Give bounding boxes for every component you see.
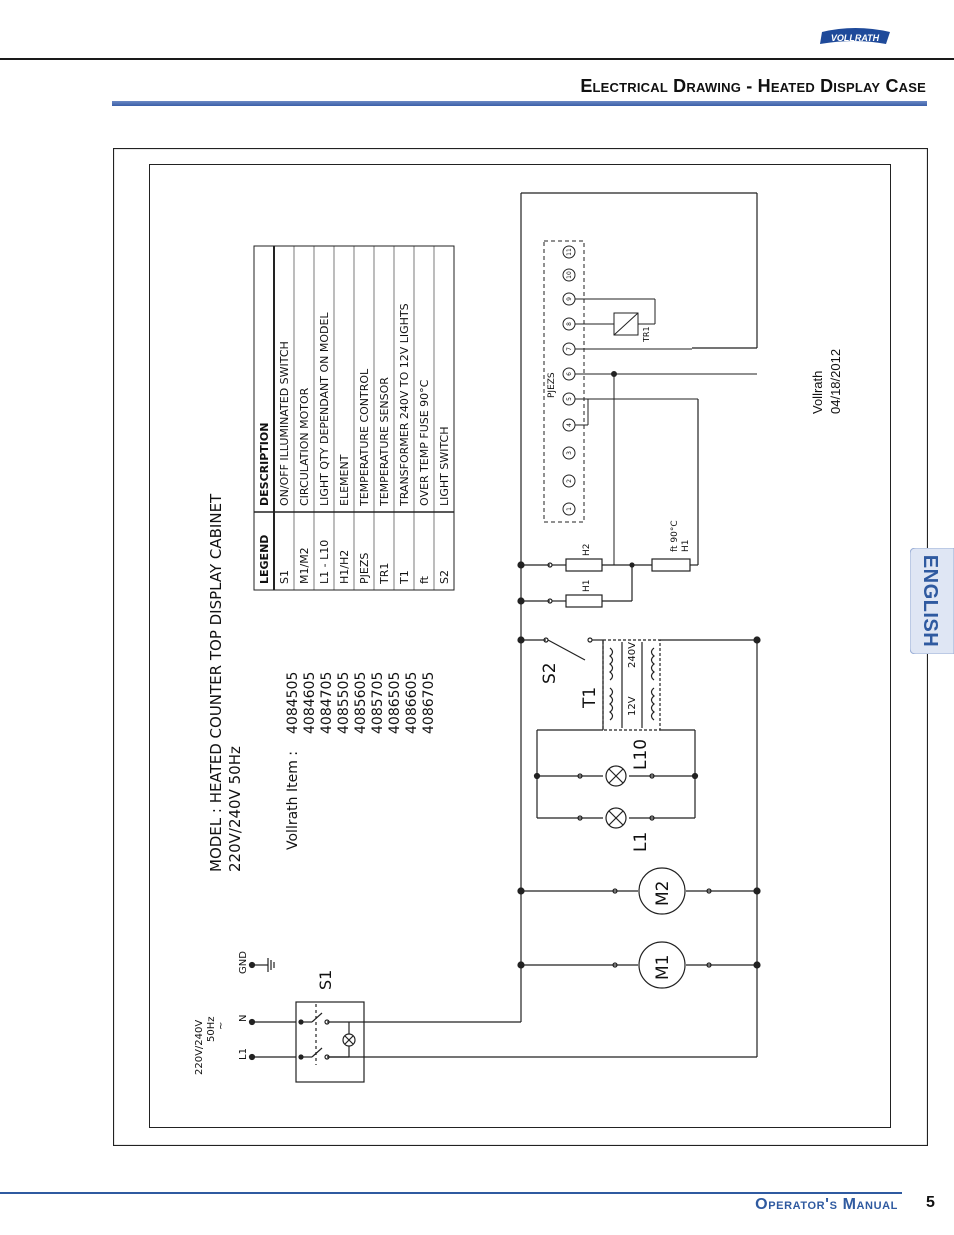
item-label: Vollrath Item : bbox=[285, 750, 301, 850]
heater-circuit bbox=[518, 399, 698, 607]
pin-number: 6 bbox=[566, 372, 573, 376]
l10-label: L10 bbox=[631, 738, 651, 770]
supply-wiring bbox=[250, 958, 297, 1060]
legend-code: H1/H2 bbox=[338, 549, 351, 584]
legend-code: S2 bbox=[438, 570, 451, 584]
legend-desc: TRANSFORMER 240V TO 12V LIGHTS bbox=[398, 303, 411, 506]
pin-number: 9 bbox=[566, 297, 573, 301]
legend-desc: TEMPERATURE SENSOR bbox=[378, 377, 391, 506]
supply-block bbox=[194, 951, 249, 1075]
terminal-l1-label: L1 bbox=[238, 1048, 249, 1060]
fuse-label: ft 90°C bbox=[670, 520, 680, 552]
pin-number: 2 bbox=[566, 479, 573, 483]
s2-label: S2 bbox=[540, 662, 560, 684]
legend-desc: LIGHT SWITCH bbox=[438, 426, 451, 506]
controller-pjezs bbox=[544, 241, 757, 565]
legend-desc: TEMPERATURE CONTROL bbox=[358, 368, 371, 506]
vollrath-logo-text: VOLLRATH bbox=[830, 33, 880, 43]
legend-desc: LIGHT QTY DEPENDANT ON MODEL bbox=[318, 312, 331, 506]
page-number: 5 bbox=[926, 1194, 935, 1211]
drawing-title-line1: MODEL : HEATED COUNTER TOP DISPLAY CABINET bbox=[207, 493, 225, 872]
m2-label: M2 bbox=[653, 880, 673, 906]
pin-number: 8 bbox=[566, 322, 573, 326]
t1-label: T1 bbox=[580, 686, 600, 708]
drawing-title-line2: 220V/240V 50Hz bbox=[226, 746, 244, 872]
fuse-h1-label: H1 bbox=[681, 539, 691, 552]
h1-label: H1 bbox=[582, 579, 592, 592]
legend-desc: ON/OFF ILLUMINATED SWITCH bbox=[278, 341, 291, 506]
terminal-gnd-label: GND bbox=[238, 951, 249, 974]
pin-number: 1 bbox=[566, 507, 573, 511]
legend-text bbox=[258, 303, 451, 585]
drawing-inner-frame bbox=[150, 165, 891, 1128]
controller-label: PJEZS bbox=[547, 372, 557, 398]
item-number: 4085705 bbox=[370, 671, 386, 734]
motor-m1 bbox=[518, 942, 760, 988]
main-bus bbox=[364, 193, 757, 1057]
supply-ac-symbol: ~ bbox=[216, 1021, 227, 1030]
drawing-date: 04/18/2012 bbox=[828, 348, 843, 414]
title-accent-bar bbox=[112, 101, 927, 106]
legend-code: TR1 bbox=[378, 562, 391, 584]
supply-frequency: 50Hz bbox=[206, 1016, 217, 1042]
item-number: 4086705 bbox=[421, 671, 437, 734]
legend-code: T1 bbox=[398, 570, 411, 584]
item-number: 4086505 bbox=[387, 671, 403, 734]
legend-desc: ELEMENT bbox=[338, 454, 351, 506]
pin-number: 11 bbox=[566, 248, 573, 256]
legend-code: PJEZS bbox=[358, 552, 371, 584]
item-number-list bbox=[285, 672, 437, 850]
header-rule bbox=[0, 58, 954, 60]
legend-desc: OVER TEMP FUSE 90°C bbox=[418, 379, 431, 506]
item-number: 4086605 bbox=[404, 671, 420, 734]
tr1-label: TR1 bbox=[642, 326, 651, 342]
pin-number: 3 bbox=[566, 451, 573, 455]
transformer-12v-label: 12V bbox=[627, 696, 638, 716]
motor-m2 bbox=[518, 868, 760, 914]
legend-code: ft bbox=[418, 576, 431, 584]
legend-header-desc: DESCRIPTION bbox=[258, 422, 271, 506]
supply-voltage: 220V/240V bbox=[194, 1019, 205, 1075]
language-tab-label: ENGLISH bbox=[919, 554, 941, 648]
footer-rule bbox=[0, 1192, 902, 1194]
legend-code: M1/M2 bbox=[298, 547, 311, 584]
s1-label: S1 bbox=[316, 969, 335, 990]
item-number: 4084605 bbox=[302, 671, 318, 734]
section-title: Electrical Drawing - Heated Display Case bbox=[580, 76, 926, 96]
vollrath-logo bbox=[818, 26, 892, 48]
signature: Vollrath bbox=[810, 370, 825, 414]
pin-number: 10 bbox=[566, 271, 573, 279]
item-number: 4084505 bbox=[285, 671, 301, 734]
terminal-n-label: N bbox=[238, 1014, 249, 1022]
h2-label: H2 bbox=[582, 543, 592, 556]
l1-label: L1 bbox=[631, 831, 651, 852]
legend-code: S1 bbox=[278, 570, 291, 584]
language-tab-english bbox=[910, 548, 954, 654]
pin-number: 4 bbox=[566, 423, 573, 427]
electrical-drawing bbox=[113, 148, 928, 1146]
s1-switch bbox=[296, 1002, 364, 1082]
m1-label: M1 bbox=[653, 954, 673, 980]
legend-header-code: LEGEND bbox=[258, 534, 271, 584]
item-number: 4085505 bbox=[336, 671, 352, 734]
drawing-title bbox=[207, 493, 244, 872]
legend-code: L1 - L10 bbox=[318, 539, 331, 584]
legend-desc: CIRCULATION MOTOR bbox=[298, 387, 311, 506]
item-number: 4084705 bbox=[319, 671, 335, 734]
pin-number: 7 bbox=[566, 347, 573, 351]
transformer-240v-label: 240V bbox=[627, 642, 638, 668]
item-number: 4085605 bbox=[353, 671, 369, 734]
pin-number: 5 bbox=[566, 397, 573, 401]
manual-title: Operator's Manual bbox=[755, 1196, 898, 1213]
